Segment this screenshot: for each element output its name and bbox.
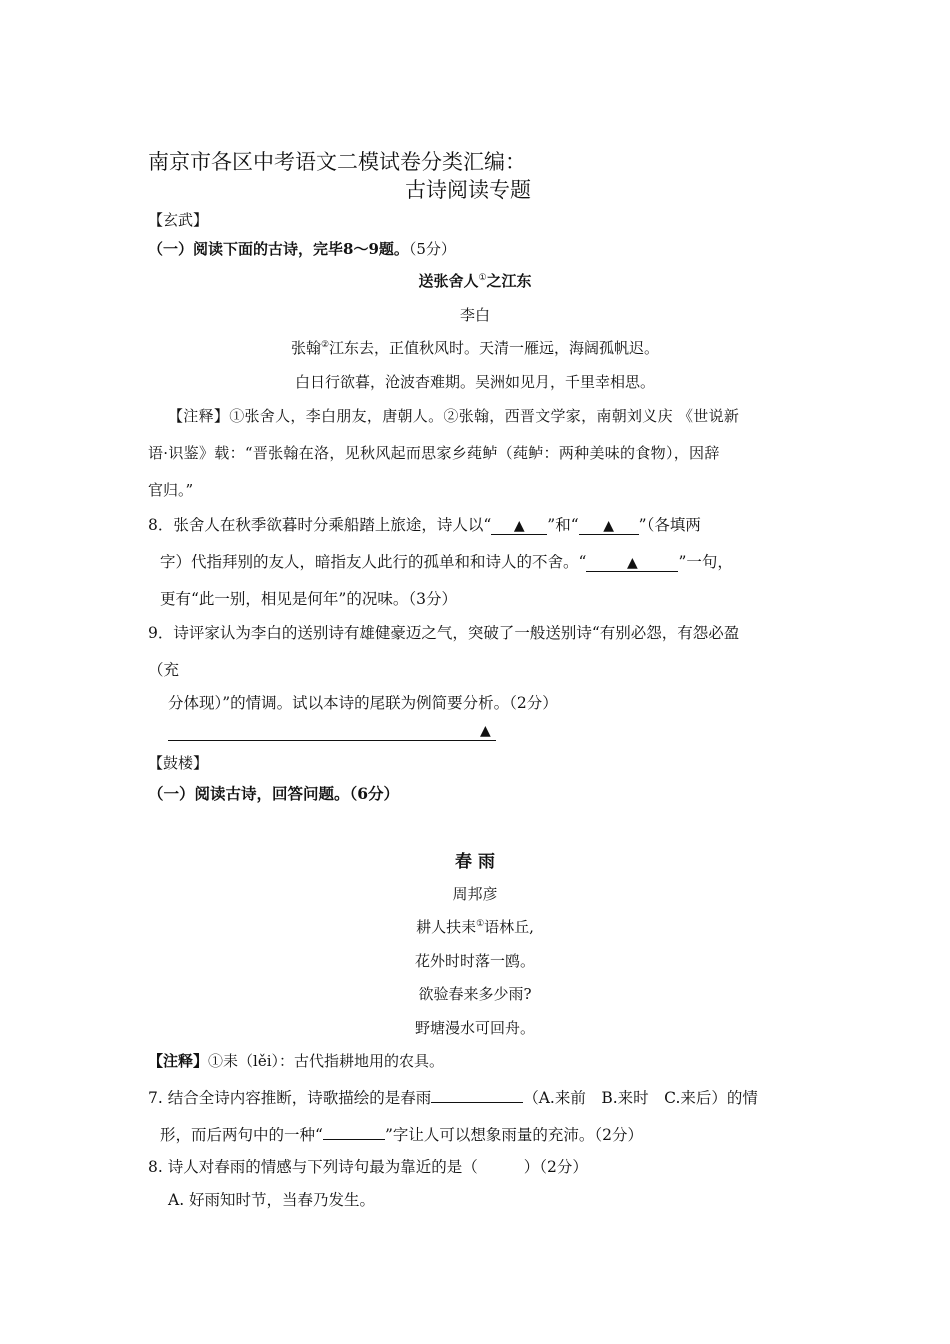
q8-2-text-b: ）（2分）	[523, 1158, 588, 1176]
answer-blank[interactable]	[323, 1121, 385, 1140]
question-9-line-2: （充	[148, 661, 180, 679]
q7-text-c: 形，而后两句中的一种“	[160, 1126, 323, 1144]
poem2-line-1	[0, 916, 950, 937]
district-label-xuanwu: 【玄武】	[148, 211, 209, 229]
instruction-score: （5分）	[408, 240, 456, 258]
triangle-icon: ▲	[603, 518, 615, 534]
answer-blank[interactable]	[586, 553, 678, 572]
question-8-2-line-1	[148, 1155, 588, 1177]
q8-2-text-a: 8. 诗人对春雨的情感与下列诗句最为靠近的是（	[148, 1158, 478, 1176]
note-line-3: 官归。”	[148, 481, 194, 499]
q8-text-b: ”和“	[547, 516, 579, 534]
triangle-icon: ▲	[627, 555, 638, 571]
answer-blank[interactable]	[491, 516, 547, 535]
section-instruction-2: （一）阅读古诗，回答问题。（6分）	[148, 784, 400, 803]
poem-author-2: 周邦彦	[452, 885, 498, 903]
q8-text-c: ”（各填两	[638, 516, 701, 534]
poem2-line-4: 野塘漫水可回舟。	[414, 1019, 535, 1037]
note-text: ①耒（lěi）：古代指耕地用的农具。	[208, 1052, 444, 1070]
question-7-line-1	[148, 1084, 758, 1108]
page-subtitle: 古诗阅读专题	[405, 178, 531, 202]
poem2-line-3: 欲验春来多少雨?	[418, 985, 532, 1003]
poem2-line-2: 花外时时落一鸥。	[414, 952, 535, 970]
question-9-line-1: 9．诗评家认为李白的送别诗有雄健豪迈之气，突破了一般送别诗“有别必怨，有怨必盈	[148, 624, 740, 642]
note-2	[148, 1050, 444, 1071]
q7-text-d: ”字让人可以想象雨量的充沛。（2分）	[384, 1126, 643, 1144]
q8-text-d: 字）代指拜别的友人，暗指友人此行的孤单和和诗人的不舍。“	[160, 553, 587, 571]
q8-text-a: 8．张舍人在秋季欲暮时分乘船踏上旅途，诗人以“	[148, 516, 492, 534]
note-label: 【注释】	[148, 1052, 209, 1070]
question-8-line-1	[148, 513, 701, 535]
note-line-1: 【注释】①张舍人，李白朋友，唐朝人。②张翰，西晋文学家，南朝刘义庆 《世说新	[168, 407, 740, 425]
note-line-2: 语·识鉴》载：“晋张翰在洛，见秋风起而思家乡莼鲈（莼鲈：两种美味的食物），因辞	[148, 444, 720, 462]
poem-title	[0, 270, 950, 291]
question-7-line-2	[160, 1121, 643, 1145]
triangle-icon: ▲	[480, 723, 491, 739]
poem-line-2: 白日行欲暮，沧波杳难期。吴洲如见月，千里幸相思。	[294, 373, 655, 391]
poem-author: 李白	[459, 306, 490, 324]
poem-line-1	[0, 337, 950, 358]
q7-text-a: 7. 结合全诗内容推断，诗歌描绘的是春雨	[148, 1089, 432, 1107]
page-title: 南京市各区中考语文二模试卷分类汇编：	[148, 150, 526, 174]
q7-text-b: （A.来前 B.来时 C.来后）的情	[523, 1089, 758, 1107]
answer-line[interactable]	[168, 740, 496, 741]
footnote-mark: ②	[320, 340, 330, 350]
poem-title-text: 送张舍人	[418, 272, 479, 290]
poem-line-1-b: 江东去，正值秋风时。天清一雁远，海阔孤帆迟。	[329, 339, 660, 357]
poem2-line-1-a: 耕人扶耒	[416, 918, 477, 936]
footnote-mark: ①	[478, 273, 487, 283]
q8-text-e: ”一句，	[678, 553, 733, 571]
footnote-mark: ①	[476, 919, 485, 929]
question-8-line-2	[160, 550, 733, 572]
triangle-icon: ▲	[513, 518, 525, 534]
question-9-line-3: 分体现）”的情调。试以本诗的尾联为例简要分析。（2分）	[168, 694, 558, 712]
instruction-text: （一）阅读下面的古诗，完毕8～9题。	[148, 240, 409, 258]
poem2-line-1-b: 语林丘,	[484, 918, 534, 936]
answer-blank[interactable]	[579, 516, 639, 535]
section-instruction	[148, 238, 456, 259]
poem-title-text-2: 之江东	[486, 272, 532, 290]
poem-title-2: 春 雨	[455, 852, 495, 872]
poem-line-1-a: 张翰	[290, 339, 321, 357]
option-a[interactable]: A. 好雨知时节，当春乃发生。	[168, 1191, 376, 1209]
answer-blank[interactable]	[431, 1084, 523, 1103]
question-8-line-3: 更有“此一别，相见是何年”的况味。（3分）	[160, 590, 457, 608]
district-label-gulou: 【鼓楼】	[148, 754, 209, 772]
